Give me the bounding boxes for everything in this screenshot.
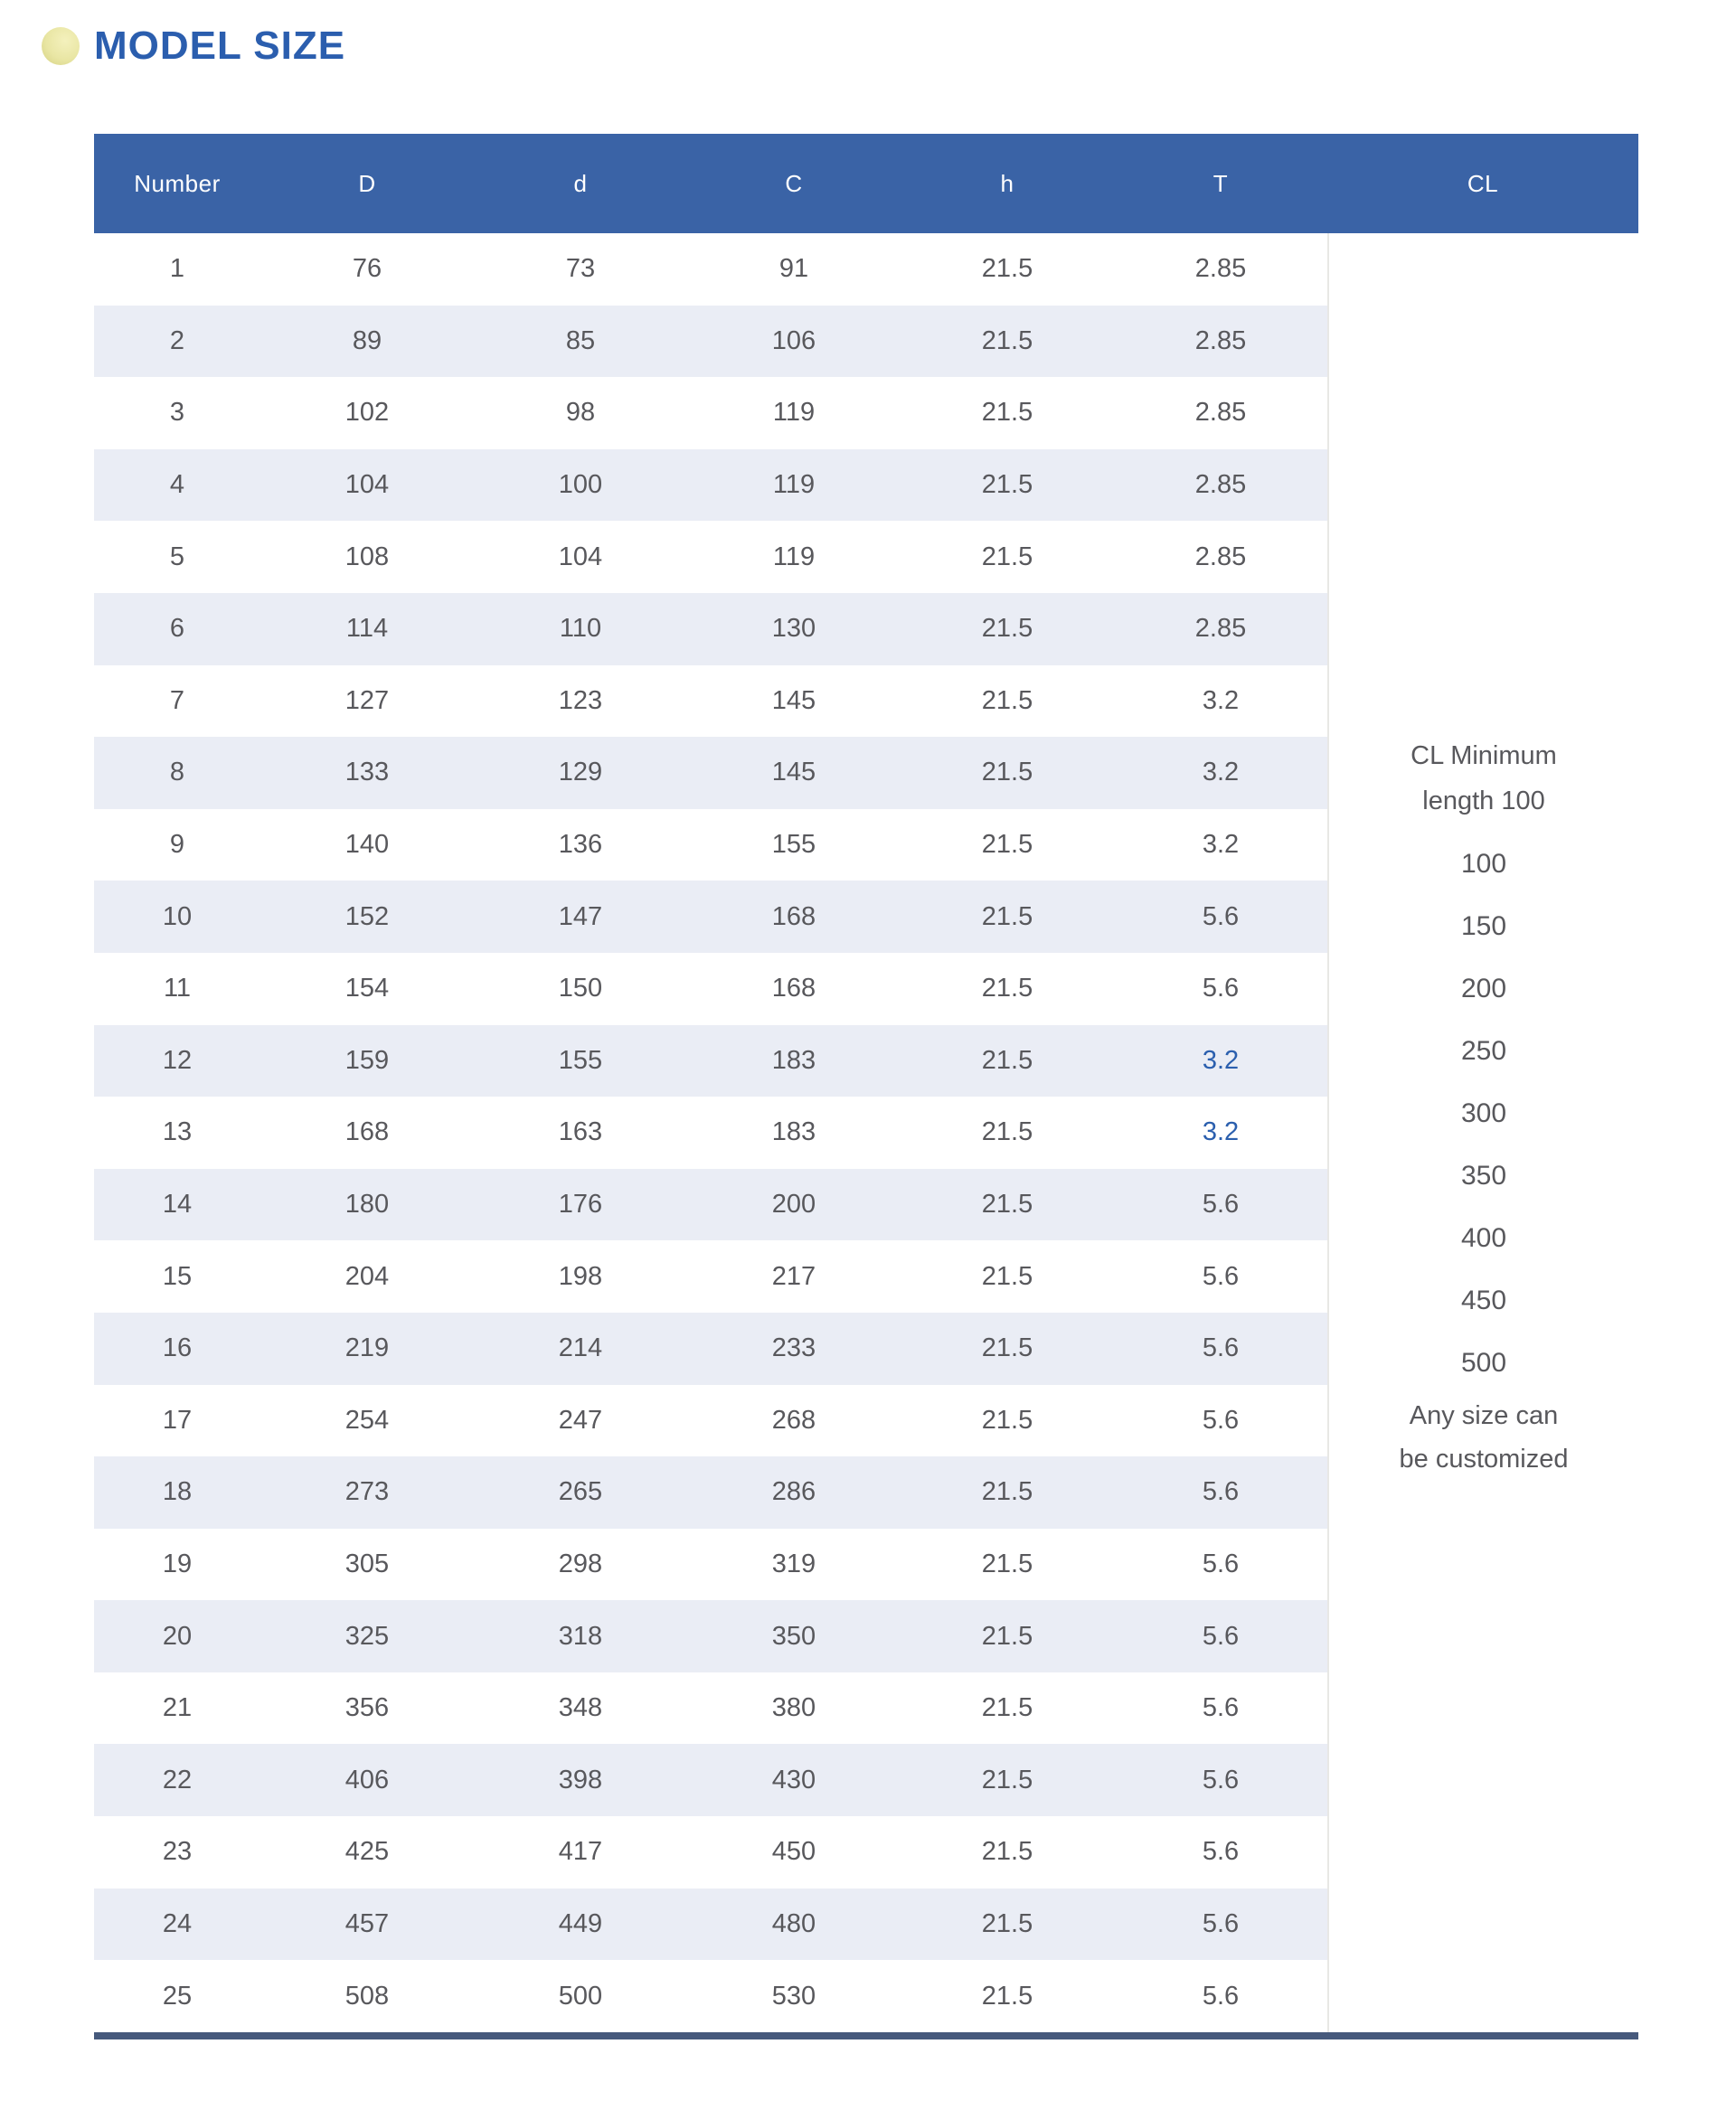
- page-title: MODEL SIZE: [94, 24, 346, 68]
- cell-c: 145: [771, 758, 816, 787]
- cell-h: 21.5: [981, 1908, 1033, 1938]
- cell-c: 183: [771, 1045, 816, 1075]
- cl-value: 500: [1460, 1348, 1507, 1379]
- table-row: [94, 1169, 1327, 1241]
- cell-d: 150: [558, 974, 603, 1003]
- cl-footer-line1: Any size can: [1409, 1401, 1559, 1431]
- cell-number: 15: [162, 1261, 193, 1291]
- cell-number: 4: [169, 470, 185, 500]
- table-header-row: [94, 134, 1638, 233]
- cell-number: 12: [162, 1045, 193, 1075]
- table-row: [94, 1960, 1327, 2032]
- cell-t: 5.6: [1202, 1405, 1240, 1435]
- table-row: [94, 953, 1327, 1025]
- table-row: [94, 521, 1327, 593]
- cell-d: 85: [565, 325, 596, 355]
- cell-h: 21.5: [981, 1117, 1033, 1147]
- column-header-t: T: [1212, 169, 1229, 197]
- cell-number: 20: [162, 1621, 193, 1651]
- cell-d: 123: [558, 685, 603, 715]
- cell-d: 198: [558, 1261, 603, 1291]
- cell-t: 5.6: [1202, 1261, 1240, 1291]
- cl-value: 250: [1460, 1036, 1507, 1067]
- cell-d: 104: [558, 542, 603, 571]
- cell-d: 140: [344, 830, 390, 860]
- table-row: [94, 665, 1327, 738]
- cell-t: 2.85: [1194, 542, 1247, 571]
- cell-t: 5.6: [1202, 1190, 1240, 1220]
- cell-t: 3.2: [1202, 830, 1240, 860]
- cell-d: 214: [558, 1333, 603, 1363]
- cell-number: 5: [169, 542, 185, 571]
- model-size-table: [94, 134, 1638, 2039]
- cell-d: 457: [344, 1908, 390, 1938]
- cell-number: 8: [169, 758, 185, 787]
- table-row: [94, 306, 1327, 378]
- cell-c: 268: [771, 1405, 816, 1435]
- cell-c: 450: [771, 1837, 816, 1867]
- cell-c: 233: [771, 1333, 816, 1363]
- cell-t: 5.6: [1202, 1477, 1240, 1507]
- table-row: [94, 449, 1327, 522]
- cell-d: 133: [344, 758, 390, 787]
- column-header-c: C: [785, 169, 803, 197]
- cell-d: 159: [344, 1045, 390, 1075]
- table-row: [94, 377, 1327, 449]
- cell-d: 305: [344, 1549, 390, 1578]
- cell-number: 25: [162, 1981, 193, 2011]
- cl-value: 350: [1460, 1161, 1507, 1192]
- table-row: [94, 1385, 1327, 1457]
- cell-t: 5.6: [1202, 1765, 1240, 1794]
- cell-t: 5.6: [1202, 1549, 1240, 1578]
- cell-c: 91: [778, 254, 809, 284]
- cell-d: 406: [344, 1765, 390, 1794]
- cell-c: 119: [772, 542, 816, 571]
- cell-d: 152: [344, 901, 390, 931]
- cell-t: 2.85: [1194, 398, 1247, 428]
- cell-number: 7: [169, 685, 185, 715]
- cl-content: [1400, 733, 1569, 1481]
- cell-h: 21.5: [981, 254, 1033, 284]
- cell-c: 130: [771, 614, 816, 644]
- table-row: [94, 1816, 1327, 1889]
- cell-t: 5.6: [1202, 1837, 1240, 1867]
- cell-d: 89: [352, 325, 382, 355]
- table-row: [94, 233, 1327, 306]
- cell-h: 21.5: [981, 1261, 1033, 1291]
- cell-number: 3: [169, 398, 185, 428]
- table-row: [94, 809, 1327, 881]
- cell-c: 119: [772, 470, 816, 500]
- cell-t: 2.85: [1194, 470, 1247, 500]
- cell-t: 3.2: [1202, 685, 1240, 715]
- table-row: [94, 1025, 1327, 1097]
- cell-h: 21.5: [981, 685, 1033, 715]
- cell-c: 168: [771, 974, 816, 1003]
- cell-number: 22: [162, 1765, 193, 1794]
- cell-c: 430: [771, 1765, 816, 1794]
- cell-h: 21.5: [981, 1477, 1033, 1507]
- cell-d: 176: [558, 1190, 603, 1220]
- cell-h: 21.5: [981, 470, 1033, 500]
- cell-d: 110: [559, 614, 602, 644]
- cell-d: 356: [344, 1693, 390, 1723]
- cell-t: 5.6: [1202, 974, 1240, 1003]
- cl-value: 150: [1460, 911, 1507, 942]
- cell-d: 127: [344, 685, 390, 715]
- cell-number: 18: [162, 1477, 193, 1507]
- cell-d: 425: [344, 1837, 390, 1867]
- cell-d: 155: [558, 1045, 603, 1075]
- cl-value: 400: [1460, 1223, 1507, 1254]
- cell-c: 319: [771, 1549, 816, 1578]
- cl-value: 100: [1460, 849, 1507, 880]
- cell-d: 254: [344, 1405, 390, 1435]
- cell-d: 76: [352, 254, 382, 284]
- cell-c: 119: [772, 398, 816, 428]
- cell-h: 21.5: [981, 614, 1033, 644]
- cell-d: 114: [345, 614, 389, 644]
- cell-h: 21.5: [981, 1621, 1033, 1651]
- cell-t: 2.85: [1194, 614, 1247, 644]
- cell-d: 273: [344, 1477, 390, 1507]
- cell-c: 350: [771, 1621, 816, 1651]
- cell-t: 2.85: [1194, 254, 1247, 284]
- cell-d: 154: [344, 974, 390, 1003]
- cell-d: 500: [558, 1981, 603, 2011]
- cl-column-cell: [1327, 233, 1638, 2032]
- cell-h: 21.5: [981, 1765, 1033, 1794]
- cell-d: 298: [558, 1549, 603, 1578]
- cell-d: 325: [344, 1621, 390, 1651]
- cell-d: 180: [344, 1190, 390, 1220]
- cell-h: 21.5: [981, 1190, 1033, 1220]
- cell-number: 23: [162, 1837, 193, 1867]
- cell-number: 11: [163, 974, 192, 1003]
- cell-d: 449: [558, 1908, 603, 1938]
- table-row: [94, 1600, 1327, 1672]
- cell-t: 3.2: [1202, 758, 1240, 787]
- table-row: [94, 1240, 1327, 1313]
- cell-d: 98: [565, 398, 596, 428]
- cell-d: 73: [565, 254, 596, 284]
- cell-h: 21.5: [981, 1693, 1033, 1723]
- cell-number: 21: [162, 1693, 193, 1723]
- cell-h: 21.5: [981, 398, 1033, 428]
- cell-h: 21.5: [981, 974, 1033, 1003]
- cell-d: 168: [344, 1117, 390, 1147]
- cell-t: 5.6: [1202, 1693, 1240, 1723]
- cell-number: 13: [162, 1117, 193, 1147]
- cell-d: 104: [344, 470, 390, 500]
- cell-h: 21.5: [981, 542, 1033, 571]
- cell-number: 19: [162, 1549, 193, 1578]
- table-body-wrap: [94, 233, 1638, 2032]
- cell-d: 398: [558, 1765, 603, 1794]
- cell-c: 155: [771, 830, 816, 860]
- cell-d: 348: [558, 1693, 603, 1723]
- column-header-h: h: [1000, 169, 1014, 197]
- cell-number: 14: [162, 1190, 193, 1220]
- table-row: [94, 1889, 1327, 1961]
- cell-c: 530: [771, 1981, 816, 2011]
- table-row: [94, 1744, 1327, 1816]
- cell-number: 6: [169, 614, 185, 644]
- cell-c: 145: [771, 685, 816, 715]
- cell-h: 21.5: [981, 830, 1033, 860]
- cell-d: 108: [344, 542, 390, 571]
- cl-values-list: [1400, 833, 1569, 1394]
- column-header-cl: CL: [1467, 169, 1499, 197]
- cl-value: 200: [1460, 974, 1507, 1004]
- cl-value: 450: [1460, 1286, 1507, 1316]
- cell-h: 21.5: [981, 1981, 1033, 2011]
- cell-d: 265: [558, 1477, 603, 1507]
- cell-c: 200: [771, 1190, 816, 1220]
- cell-c: 106: [771, 325, 816, 355]
- section-header: [42, 24, 345, 69]
- cell-h: 21.5: [981, 1549, 1033, 1578]
- table-row: [94, 1097, 1327, 1169]
- cell-number: 10: [162, 901, 193, 931]
- cell-d: 318: [558, 1621, 603, 1651]
- cell-t: 2.85: [1194, 325, 1247, 355]
- cell-number: 2: [169, 325, 185, 355]
- cell-c: 480: [771, 1908, 816, 1938]
- cell-d: 147: [558, 901, 603, 931]
- cell-h: 21.5: [981, 1045, 1033, 1075]
- cl-footer-line2: be customized: [1399, 1445, 1569, 1474]
- table-row: [94, 881, 1327, 953]
- cell-d: 102: [344, 398, 390, 428]
- cell-t: 3.2: [1202, 1117, 1240, 1147]
- cl-heading-line1: CL Minimum: [1410, 741, 1557, 771]
- cell-d: 417: [558, 1837, 603, 1867]
- cell-h: 21.5: [981, 1333, 1033, 1363]
- table-row: [94, 593, 1327, 665]
- cell-h: 21.5: [981, 901, 1033, 931]
- table-row: [94, 1456, 1327, 1529]
- cl-value: 300: [1460, 1098, 1507, 1129]
- cell-number: 16: [162, 1333, 193, 1363]
- table-row: [94, 1529, 1327, 1601]
- table-row: [94, 737, 1327, 809]
- cell-number: 17: [162, 1405, 193, 1435]
- cell-number: 24: [162, 1908, 193, 1938]
- cell-t: 3.2: [1202, 1045, 1240, 1075]
- cl-heading: [1400, 733, 1569, 824]
- cell-h: 21.5: [981, 758, 1033, 787]
- cell-h: 21.5: [981, 1837, 1033, 1867]
- cell-t: 5.6: [1202, 1621, 1240, 1651]
- cell-t: 5.6: [1202, 1908, 1240, 1938]
- cell-d: 247: [558, 1405, 603, 1435]
- column-header-d: d: [573, 169, 588, 197]
- cell-c: 183: [771, 1117, 816, 1147]
- cell-number: 9: [169, 830, 185, 860]
- cell-t: 5.6: [1202, 1333, 1240, 1363]
- table-row: [94, 1313, 1327, 1385]
- cell-c: 380: [771, 1693, 816, 1723]
- cell-d: 508: [344, 1981, 390, 2011]
- cell-c: 286: [771, 1477, 816, 1507]
- column-header-number: Number: [134, 169, 221, 197]
- cell-d: 100: [558, 470, 603, 500]
- cell-c: 217: [771, 1261, 816, 1291]
- cell-d: 163: [558, 1117, 603, 1147]
- cell-d: 219: [344, 1333, 390, 1363]
- table-bottom-rule: [94, 2032, 1638, 2039]
- yellow-circle-icon: [42, 27, 80, 65]
- column-header-d: D: [358, 169, 376, 197]
- cell-number: 1: [169, 254, 185, 284]
- cl-heading-line2: length 100: [1422, 787, 1545, 816]
- cell-d: 136: [558, 830, 603, 860]
- table-body: [94, 233, 1327, 2032]
- cell-d: 129: [558, 758, 603, 787]
- cell-t: 5.6: [1202, 1981, 1240, 2011]
- cell-h: 21.5: [981, 325, 1033, 355]
- cell-d: 204: [344, 1261, 390, 1291]
- cell-c: 168: [771, 901, 816, 931]
- table-row: [94, 1672, 1327, 1745]
- cell-t: 5.6: [1202, 901, 1240, 931]
- cell-h: 21.5: [981, 1405, 1033, 1435]
- cl-footer: [1400, 1394, 1569, 1481]
